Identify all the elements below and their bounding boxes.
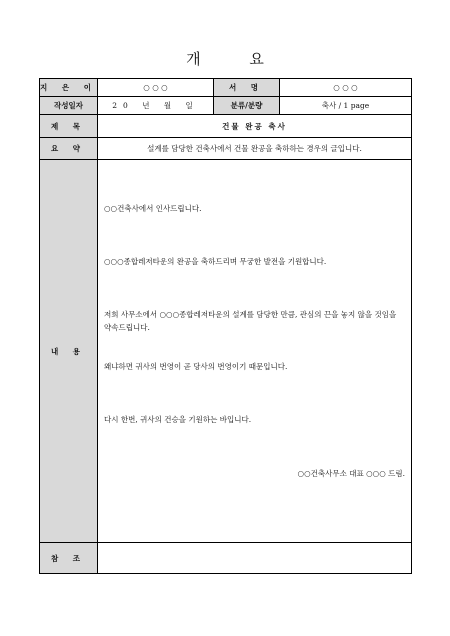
form-row-date	[40, 97, 412, 115]
reference-value	[98, 543, 412, 574]
content-paragraph: 다시 한번, 귀사의 건승을 기원하는 바입니다.	[104, 415, 252, 424]
form-row-summary	[40, 138, 412, 160]
content-signature: ○○건축사무소 대표 ○○○ 드림.	[297, 469, 405, 478]
date-value: 20 년 월 일	[98, 97, 214, 115]
overview-form-table	[39, 78, 412, 574]
signature-value: ○ ○ ○	[280, 79, 412, 97]
form-row-author	[40, 79, 412, 97]
signature-label: 서 명	[214, 79, 280, 97]
content-paragraph: 저희 사무소에서 ○○○종합레저타운의 설계를 담당한 만큼, 관심의 끈을 놓지 않을 것임을 약속드립니다.	[104, 310, 397, 332]
subject-label: 제 목	[40, 115, 98, 138]
category-label: 분류/분량	[214, 97, 280, 115]
summary-value: 설계를 담당한 건축사에서 건물 완공을 축하하는 경우의 글입니다.	[98, 138, 412, 160]
category-value: 축사 / 1 page	[280, 97, 412, 115]
author-label: 지 은 이	[40, 79, 98, 97]
subject-value: 건물 완공 축사	[98, 115, 412, 138]
document-title: 개 요	[186, 50, 286, 68]
content-label: 내 용	[40, 160, 98, 543]
date-label: 작성일자	[40, 97, 98, 115]
author-value: ○ ○ ○	[98, 79, 214, 97]
content-paragraph: ○○○종합레저타운의 완공을 축하드리며 무궁한 발전을 기원합니다.	[104, 257, 327, 266]
content-paragraph: ○○건축사에서 인사드립니다.	[104, 204, 202, 213]
form-row-subject	[40, 115, 412, 138]
form-row-reference	[40, 543, 412, 574]
reference-label: 참 조	[40, 543, 98, 574]
content-paragraph: 왜냐하면 귀사의 번영이 곧 당사의 번영이기 때문입니다.	[104, 362, 288, 371]
summary-label: 요 약	[40, 138, 98, 160]
content-body	[98, 160, 412, 543]
form-row-content	[40, 160, 412, 543]
